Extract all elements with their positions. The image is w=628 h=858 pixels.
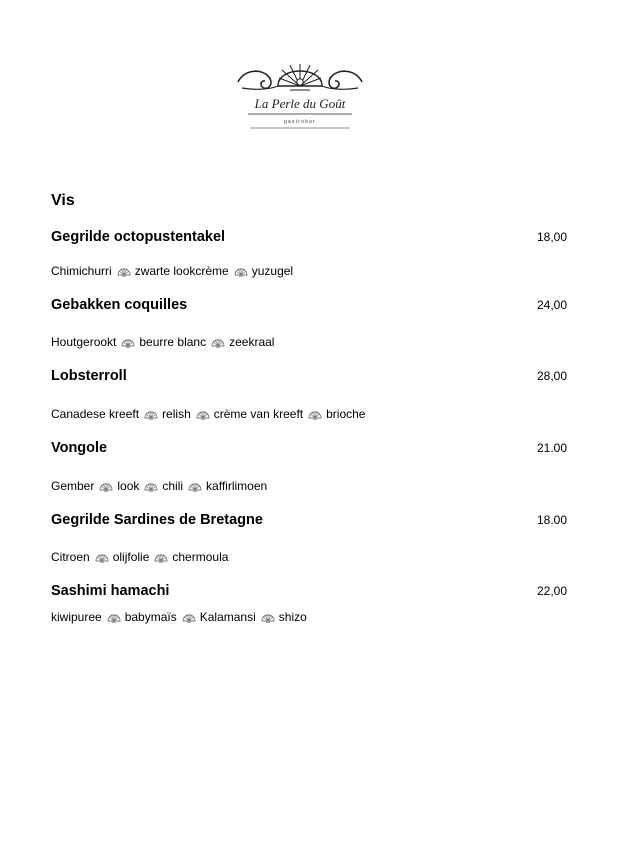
item-name: Vongole bbox=[51, 440, 108, 456]
ingredient: Kalamansi bbox=[199, 610, 256, 624]
shell-icon bbox=[95, 552, 109, 563]
item-name: Gegrilde octopustentakel bbox=[51, 229, 226, 245]
shell-icon bbox=[121, 337, 135, 348]
ingredient: olijfolie bbox=[112, 550, 150, 564]
menu-item bbox=[51, 229, 567, 245]
item-ingredients bbox=[51, 550, 567, 564]
item-price: 21.00 bbox=[536, 441, 567, 455]
ingredient: chermoula bbox=[172, 550, 229, 564]
ingredient: zwarte lookcrème bbox=[134, 264, 229, 278]
ingredient: Canadese kreeft bbox=[51, 407, 140, 421]
ingredient: look bbox=[117, 479, 140, 493]
menu-item bbox=[51, 440, 567, 456]
ingredient: babymaïs bbox=[124, 610, 177, 624]
shell-icon bbox=[144, 481, 158, 492]
ingredient: brioche bbox=[326, 407, 366, 421]
shell-icon bbox=[99, 481, 113, 492]
section-title: Vis bbox=[51, 192, 75, 209]
item-ingredients bbox=[51, 264, 567, 278]
menu-item bbox=[51, 368, 567, 384]
shell-logo-icon bbox=[234, 52, 366, 132]
svg-text:La Perle du Goût: La Perle du Goût bbox=[254, 96, 346, 111]
item-price: 18.00 bbox=[536, 513, 567, 527]
ingredient: beurre blanc bbox=[139, 335, 207, 349]
item-price: 24,00 bbox=[536, 298, 567, 312]
ingredient: shizo bbox=[278, 610, 307, 624]
item-ingredients bbox=[51, 479, 567, 493]
shell-icon bbox=[107, 612, 121, 623]
ingredient: Gember bbox=[51, 479, 95, 493]
item-price: 22,00 bbox=[536, 584, 567, 598]
menu-item bbox=[51, 583, 567, 599]
menu-item bbox=[51, 297, 567, 313]
ingredient: Citroen bbox=[51, 550, 90, 564]
shell-icon bbox=[211, 337, 225, 348]
item-name: Gebakken coquilles bbox=[51, 297, 188, 313]
shell-icon bbox=[154, 552, 168, 563]
shell-icon bbox=[117, 266, 131, 277]
item-name: Gegrilde Sardines de Bretagne bbox=[51, 512, 263, 528]
item-name: Lobsterroll bbox=[51, 368, 127, 384]
item-price: 18,00 bbox=[536, 230, 567, 244]
item-price: 28,00 bbox=[536, 369, 567, 383]
shell-icon bbox=[144, 409, 158, 420]
ingredient: crème van kreeft bbox=[213, 407, 304, 421]
ingredient: zeekraal bbox=[229, 335, 275, 349]
ingredient: Chimichurri bbox=[51, 264, 112, 278]
shell-icon bbox=[261, 612, 275, 623]
shell-icon bbox=[234, 266, 248, 277]
shell-icon bbox=[196, 409, 210, 420]
shell-icon bbox=[188, 481, 202, 492]
ingredient: kaffirlimoen bbox=[206, 479, 268, 493]
ingredient: yuzugel bbox=[251, 264, 294, 278]
ingredient: chili bbox=[162, 479, 184, 493]
item-ingredients bbox=[51, 610, 567, 624]
menu-item bbox=[51, 512, 567, 528]
shell-icon bbox=[308, 409, 322, 420]
shell-icon bbox=[182, 612, 196, 623]
ingredient: relish bbox=[162, 407, 191, 421]
logo bbox=[234, 52, 366, 132]
svg-text:gastrobar: gastrobar bbox=[284, 119, 316, 125]
ingredient: kiwipuree bbox=[51, 610, 102, 624]
item-ingredients bbox=[51, 407, 567, 421]
ingredient: Houtgerookt bbox=[51, 335, 117, 349]
item-ingredients bbox=[51, 335, 567, 349]
item-name: Sashimi hamachi bbox=[51, 583, 170, 599]
